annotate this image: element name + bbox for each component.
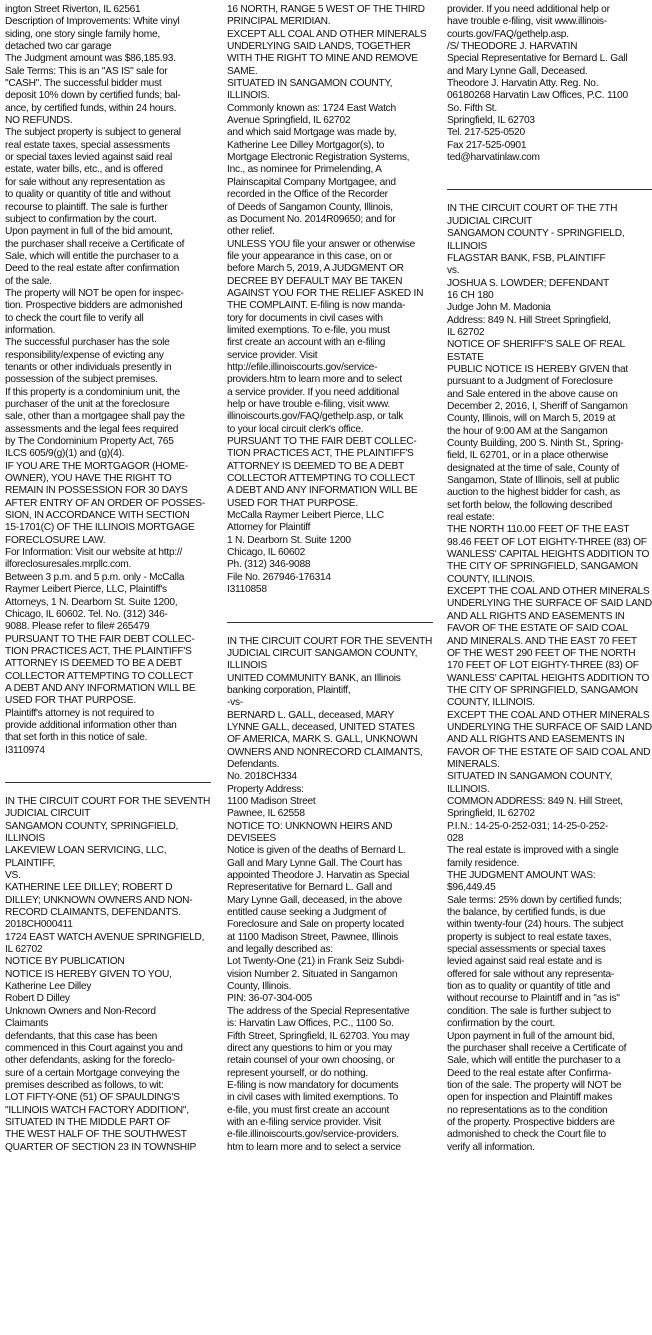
notice-line: THE WEST HALF OF THE SOUTHWEST (5, 1129, 187, 1141)
notice-line: FLAGSTAR BANK, FSB, PLAINTIFF (447, 252, 606, 264)
notice-line: County, Illinois. (227, 981, 292, 993)
notice-line: Plainscapital Company Mortgagee, and (227, 176, 396, 188)
notice-line: UNDERLYING SAID LANDS, TOGETHER (227, 41, 411, 53)
notice-line: banking corporation, Plaintiff, (227, 684, 351, 696)
notice-line: AGAINST YOU FOR THE RELIEF ASKED IN (227, 287, 424, 299)
notice-line: THE COMPLAINT. E-filing is now manda- (227, 300, 406, 312)
notice-line: IF YOU ARE THE MORTGAGOR (HOME- (5, 460, 189, 472)
notice-line: PURSUANT TO THE FAIR DEBT COLLEC- (227, 436, 417, 448)
notice-line: EXCEPT THE COAL AND OTHER MINERALS (447, 709, 650, 721)
notice-line: assessments and the legal fees required (5, 423, 179, 435)
notice-line: detached two car garage (5, 41, 112, 53)
notice-line: County, Illinois, will on March 5, 2019 at (447, 413, 616, 425)
notice-line: Commonly known as: 1724 East Watch (227, 102, 396, 114)
notice-line: EXCEPT THE COAL AND OTHER MINERALS (447, 586, 650, 598)
notice-line: Plaintiff's attorney is not required to (5, 707, 154, 719)
notice-line: sure of a certain Mortgage conveying the (5, 1067, 180, 1079)
notice-line: SAME. (227, 65, 258, 77)
notice-line: TION PRACTICES ACT, THE PLAINTIFF'S (5, 645, 192, 657)
notice-line: e-file, you must first create an account (227, 1104, 390, 1116)
notice-line: auction to the highest bidder for cash, as (447, 487, 620, 499)
notice-line: to check the court file to verify all (5, 312, 144, 324)
notice-line: PURSUANT TO THE FAIR DEBT COLLEC- (5, 633, 195, 645)
notice-line: DILLEY; UNKNOWN OWNERS AND NON- (5, 894, 193, 906)
notice-line: McCalla Raymer Leibert Pierce, LLC (227, 510, 384, 522)
notice-line: UNITED COMMUNITY BANK, an Illinois (227, 672, 401, 684)
notice-line: Fifth Street, Springfield, IL 62703. You may (227, 1030, 410, 1042)
notice-line: COLLECTOR ATTEMPTING TO COLLECT (5, 670, 193, 682)
notice-line: ESTATE (447, 351, 484, 363)
notice-line: Katherine Lee Dilley Mortgagor(s), to (227, 139, 385, 151)
legal-notice (5, 4, 211, 757)
notice-line: OWNERS AND NONRECORD CLAIMANTS, (227, 746, 423, 758)
notice-line: Sale terms: 25% down by certified funds; (447, 894, 622, 906)
notice-line: information. (5, 324, 56, 336)
notice-line: help or have trouble e-filing, visit www. (227, 399, 391, 410)
notice-line: subject to confirmation by the court. (5, 213, 157, 225)
notice-line: Sangamon, State of Illinois, sell at public (447, 475, 620, 487)
notice-line: ILLINOIS. (227, 90, 270, 102)
notice-line: Claimants (5, 1018, 49, 1030)
notice-line: No. 2018CH334 (227, 771, 297, 783)
notice-line: ted@harvatinlaw.com (447, 152, 540, 164)
notice-line: siding, one story single family home, (5, 28, 160, 40)
legal-notice (227, 636, 433, 1154)
notice-line: a service provider. If you need additional (227, 386, 399, 398)
notice-line: $96,449.45 (447, 882, 496, 894)
notice-line: Sale, which will entitle the purchaser to a (5, 250, 179, 262)
notice-line: without recourse to Plaintiff and in "as is" (447, 993, 620, 1005)
notice-line: LOT FIFTY-ONE (51) OF SPAULDING'S (5, 1092, 180, 1104)
notice-line: direct any questions to him or you may (227, 1042, 392, 1054)
notice-line: For Information: Visit our website at http:// (5, 547, 183, 559)
notice-line: IL 62702 (5, 944, 43, 956)
notice-line: REMAIN IN POSSESSION FOR 30 DAYS (5, 485, 188, 497)
notice-line: family residence. (447, 857, 520, 869)
notice-line: before March 5, 2019, A JUDGMENT OR (227, 263, 404, 275)
notice-line: The subject property is subject to general (5, 127, 181, 139)
notice-line: sale, other than a mortgagee shall pay the (5, 411, 185, 423)
notice-line: USED FOR THAT PURPOSE. (227, 497, 358, 509)
notice-line: tory for documents in civil cases with (227, 312, 383, 324)
notice-line: open for inspection and Plaintiff makes (447, 1092, 613, 1104)
notice-divider (447, 189, 652, 190)
notice-line: USED FOR THAT PURPOSE. (5, 695, 136, 707)
notice-line: recourse to plaintiff. The sale is further (5, 201, 168, 213)
notice-line: the purchaser shall receive a Certificate of (5, 238, 185, 250)
notice-line: IN THE CIRCUIT COURT FOR THE SEVENTH (5, 795, 211, 807)
notice-line: condition. The sale is further subject to (447, 1005, 611, 1017)
notice-line: Theodore J. Harvatin Atty. Reg. No. (447, 78, 599, 90)
notice-line: Property Address: (227, 783, 304, 795)
notice-line: TION PRACTICES ACT, THE PLAINTIFF'S (227, 448, 414, 460)
notice-line: admonished to check the Court file to (447, 1129, 606, 1141)
notice-line: File No. 267946-176314 (227, 571, 331, 583)
notice-line: courts.gov/FAQ/gethelp.asp. (447, 28, 569, 40)
notice-line: Inc., as nominee for Primelending, A (227, 164, 382, 176)
notice-line: special assessments or special taxes (447, 944, 606, 956)
notice-line: ILLINOIS. (447, 783, 490, 795)
notice-line: Springfield, IL 62703 (447, 115, 535, 127)
notice-line: The real estate is improved with a single (447, 845, 619, 857)
notice-line: retain counsel of your own choosing, or (227, 1055, 395, 1067)
notice-line: Fax 217-525-0901 (447, 139, 527, 151)
notice-line: THE CITY OF SPRINGFIELD, SANGAMON (447, 684, 638, 696)
notice-spacer (5, 757, 211, 769)
notice-line: QUARTER OF SECTION 23 IN TOWNSHIP (5, 1141, 197, 1153)
notice-line: confirmation by the court. (447, 1018, 555, 1030)
legal-notice (447, 4, 652, 164)
notice-line: possession of the subject premises. (5, 374, 158, 386)
notice-line: property is subject to real estate taxes, (447, 931, 612, 943)
notice-spacer (447, 164, 652, 176)
notice-line: FAVOR OF THE ESTATE OF SAID COAL (447, 623, 628, 635)
notice-line: So. Fifth St. (447, 102, 497, 114)
notice-line: 1 N. Dearborn St. Suite 1200 (227, 534, 351, 546)
notice-line: IL 62702 (447, 326, 485, 338)
notice-line: A DEBT AND ANY INFORMATION WILL BE (227, 485, 418, 497)
notice-line: that set forth in this notice of sale. (5, 732, 148, 744)
notice-line: in civil cases with limited exemptions. To (227, 1092, 399, 1104)
notice-line: Defendants. (227, 758, 280, 770)
notice-line: Attorneys, 1 N. Dearborn St. Suite 1200, (5, 596, 178, 608)
notice-line: NOTICE IS HEREBY GIVEN TO YOU, (5, 968, 172, 980)
notice-line: deposit 10% down by certified funds; bal- (5, 90, 181, 102)
notice-line: Special Representative for Bernard L. Gall (447, 53, 628, 65)
notice-line: and which said Mortgage was made by, (227, 127, 397, 139)
notice-line: tenants or other individuals presently in (5, 361, 172, 373)
notice-line: Ph. (312) 346-9088 (227, 559, 311, 571)
notice-line: I3110858 (227, 584, 267, 596)
notice-line: Chicago, IL 60602 (227, 547, 306, 559)
notice-line: OF AMERICA, MARK S. GALL, UNKNOWN (227, 734, 418, 746)
notice-line: OF THE WEST 290 FEET OF THE NORTH (447, 647, 636, 659)
notice-line: December 2, 2016, I, Sheriff of Sangamon (447, 400, 628, 412)
notice-line: designated at the time of sale, County of (447, 462, 620, 474)
notice-line: tion as to quality or quantity of title and (447, 981, 611, 993)
notice-line: The successful purchaser has the sole (5, 337, 170, 349)
notice-line: UNLESS YOU file your answer or otherwise (227, 238, 415, 250)
notice-line: A DEBT AND ANY INFORMATION WILL BE (5, 682, 196, 694)
notice-line: OWNER), YOU HAVE THE RIGHT TO (5, 473, 172, 485)
notice-line: ILLINOIS (447, 240, 487, 252)
notice-line: LYNNE GALL, deceased, UNITED STATES (227, 721, 415, 733)
notice-line: SANGAMON COUNTY - SPRINGFIELD, (447, 228, 625, 240)
notice-line: Attorney for Plaintiff (227, 522, 311, 534)
notice-line: VS. (5, 870, 21, 882)
notice-line: FAVOR OF THE ESTATE OF SAID COAL AND (447, 746, 651, 758)
notice-line: e-file.illinoiscourts.gov/service-providers. (227, 1129, 399, 1141)
notice-line: levied against said real estate and is (447, 956, 602, 968)
notice-divider (5, 782, 211, 783)
notice-line: Mortgage Electronic Registration Systems, (227, 152, 410, 164)
notice-line: limited exemptions. To e-file, you must (227, 324, 390, 336)
notice-line: -vs- (227, 697, 243, 709)
notice-line: estate, water bills, etc., and is offered (5, 164, 163, 176)
notice-line: NOTICE OF SHERIFF'S SALE OF REAL (447, 339, 625, 351)
notice-spacer (227, 597, 433, 609)
notice-line: 1100 Madison Street (227, 795, 316, 807)
notice-line: Sale, which will entitle the purchaser to a (447, 1055, 621, 1067)
notice-line: KATHERINE LEE DILLEY; ROBERT D (5, 882, 173, 894)
notice-line: "ILLINOIS WATCH FACTORY ADDITION", (5, 1104, 189, 1116)
notice-line: COMMON ADDRESS: 849 N. Hill Street, (447, 795, 623, 807)
notice-line: ATTORNEY IS DEEMED TO BE A DEBT (5, 658, 182, 670)
notice-line: "CASH". The successful bidder must (5, 78, 162, 90)
notice-line: SITUATED IN SANGAMON COUNTY, (447, 771, 613, 783)
notice-line: within twenty-four (24) hours. The subject (447, 919, 624, 931)
notice-line: ILLINOIS (227, 660, 267, 672)
notice-line: purchaser of the unit at the foreclosure (5, 399, 170, 410)
column-1 (5, 4, 211, 1154)
notice-line: ington Street Riverton, IL 62561 (5, 4, 141, 15)
notice-line: The Judgment amount was $86,185.93. (5, 53, 176, 65)
notice-line: Representative for Bernard L. Gall and (227, 882, 392, 894)
notice-line: BERNARD L. GALL, deceased, MARY (227, 709, 395, 721)
notice-line: Deed to the real estate after Confirma- (447, 1067, 612, 1079)
legal-notice (447, 203, 652, 1153)
notice-line: 98.46 FEET OF LOT EIGHTY-THREE (83) OF (447, 536, 647, 548)
notice-line: AND ALL RIGHTS AND EASEMENTS IN (447, 734, 625, 746)
notice-line: RECORD CLAIMANTS, DEFENDANTS. (5, 907, 181, 919)
notice-line: Address: 849 N. Hill Street Springfield, (447, 314, 611, 326)
notice-line: to your local circuit clerk's office. (227, 423, 364, 435)
notice-line: SITUATED IN SANGAMON COUNTY, (227, 78, 393, 90)
notice-line: Chicago, IL 60602. Tel. No. (312) 346- (5, 608, 168, 620)
notice-line: entitled cause seeking a Judgment of (227, 907, 387, 919)
notice-line: appointed Theodore J. Harvatin as Special (227, 870, 410, 882)
notice-line: Mary Lynne Gall, deceased, in the above (227, 894, 403, 906)
notice-line: illinoiscourts.gov/FAQ/gethelp.asp, or talk (227, 411, 404, 423)
notice-line: Description of Improvements: White vinyl (5, 16, 180, 28)
notice-line: WANLESS' CAPITAL HEIGHTS ADDITION TO (447, 672, 650, 684)
notice-line: EXCEPT ALL COAL AND OTHER MINERALS (227, 28, 427, 40)
notice-line: 16 NORTH, RANGE 5 WEST OF THE THIRD (227, 4, 425, 15)
notice-line: FORECLOSURE LAW. (5, 534, 106, 546)
notice-line: 15-1701(C) OF THE ILLINOIS MORTGAGE (5, 522, 195, 534)
notice-line: service provider. Visit (227, 349, 318, 361)
notice-line: offered for sale without any representa- (447, 968, 615, 980)
notice-line: the balance, by certified funds, is due (447, 907, 606, 919)
notice-line: PIN: 36-07-304-005 (227, 993, 312, 1005)
notice-line: Springfield, IL 62702 (447, 808, 535, 820)
notice-line: and Mary Lynne Gall, Deceased. (447, 65, 588, 77)
notice-line: defendants, that this case has been (5, 1030, 158, 1042)
notice-line: The address of the Special Representative (227, 1005, 410, 1017)
notice-line: MINERALS. (447, 758, 500, 770)
notice-line: UNDERLYING THE SURFACE OF SAID LAND (447, 721, 652, 733)
notice-line: is: Harvatin Law Offices, P.C., 1100 So. (227, 1018, 394, 1030)
notice-line: Judge John M. Madonia (447, 302, 551, 314)
notice-line: and legally described as: (227, 944, 333, 956)
notice-line: 1724 EAST WATCH AVENUE SPRINGFIELD, (5, 931, 205, 943)
notice-line: JUDICIAL CIRCUIT (5, 808, 91, 820)
notice-line: Raymer Leibert Pierce, LLC, Plaintiff's (5, 584, 167, 596)
notice-line: COUNTY, ILLINOIS. (447, 697, 535, 709)
notice-line: the purchaser shall receive a Certificate of (447, 1042, 627, 1054)
notice-line: SANGAMON COUNTY, SPRINGFIELD, (5, 820, 179, 832)
notice-line: for sale without any representation as (5, 176, 165, 188)
notice-line: have trouble e-filing, visit www.illinois- (447, 16, 607, 28)
column-3 (447, 4, 652, 1154)
notice-line: first create an account with an e-filing (227, 337, 386, 349)
notice-line: E-filing is now mandatory for documents (227, 1079, 399, 1091)
notice-line: 028 (447, 833, 464, 844)
notice-line: verify all information. (447, 1141, 535, 1153)
notice-line: 9088. Please refer to file# 265479 (5, 621, 150, 633)
notice-line: or special taxes levied against said real (5, 152, 172, 164)
notice-line: Unknown Owners and Non-Record (5, 1005, 156, 1017)
notice-line: PLAINTIFF, (5, 857, 56, 869)
notice-line: PRINCIPAL MERIDIAN. (227, 16, 331, 28)
notice-line: NO REFUNDS. (5, 115, 73, 127)
notice-line: JOSHUA S. LOWDER; DEFENDANT (447, 277, 609, 289)
notice-line: WITH THE RIGHT TO MINE AND REMOVE (227, 53, 418, 65)
notice-line: UNDERLYING THE SURFACE OF SAID LAND (447, 598, 652, 610)
notice-line: Katherine Lee Dilley (5, 981, 92, 993)
notice-line: to quality or quantity of title and without (5, 189, 171, 201)
notice-line: NOTICE TO: UNKNOWN HEIRS AND (227, 820, 393, 832)
notice-line: real estate taxes, special assessments (5, 139, 170, 151)
notice-line: AND ALL RIGHTS AND EASEMENTS IN (447, 610, 625, 622)
notice-line: commenced in this Court against you and (5, 1042, 183, 1054)
notice-line: SION, IN ACCORDANCE WITH SECTION (5, 510, 190, 522)
notice-line: Lot Twenty-One (21) in Frank Seiz Subdi- (227, 956, 405, 968)
notice-line: ilforeclosuresales.mrpllc.com. (5, 559, 132, 571)
notice-line: Tel. 217-525-0520 (447, 127, 525, 139)
notice-line: tion. Prospective bidders are admonished (5, 300, 183, 312)
notice-line: AND MINERALS. AND THE EAST 70 FEET (447, 635, 637, 647)
notice-line: as Document No. 2014R09650; and for (227, 213, 396, 225)
notice-line: provide additional information other than (5, 719, 177, 731)
notice-line: htm to learn more and to select a service (227, 1141, 401, 1153)
notice-line: ILCS 605/9(g)(1) and (g)(4). (5, 448, 125, 460)
notice-line: COLLECTOR ATTEMPTING TO COLLECT (227, 473, 415, 485)
notice-line: Upon payment in full of the amount bid, (447, 1030, 615, 1042)
notice-line: WANLESS' CAPITAL HEIGHTS ADDITION TO (447, 549, 650, 561)
notice-line: vision Number 2. Situated in Sangamon (227, 968, 398, 980)
notice-line: by The Condominium Property Act, 765 (5, 436, 174, 448)
notice-line: COUNTY, ILLINOIS. (447, 573, 535, 585)
notice-line: Foreclosure and Sale on property located (227, 919, 404, 931)
notice-line: http://efile.illinoiscourts.gov/service- (227, 361, 378, 373)
notice-line: SITUATED IN THE MIDDLE PART OF (5, 1116, 171, 1128)
notice-line: set forth below, the following described (447, 499, 612, 511)
notice-line: NOTICE BY PUBLICATION (5, 956, 125, 968)
notice-line: LAKEVIEW LOAN SERVICING, LLC, (5, 845, 167, 857)
notice-line: no representations as to the condition (447, 1104, 608, 1116)
notice-line: and Sale entered in the above cause on (447, 388, 618, 400)
notice-line: tion of the sale. The property will NOT be (447, 1079, 622, 1091)
notice-line: field, IL 62701, or in a place otherwise (447, 450, 609, 462)
notice-line: Robert D Dilley (5, 993, 70, 1005)
notice-line: with an e-filing service provider. Visit (227, 1116, 382, 1128)
notice-line: I3110974 (5, 744, 45, 756)
notice-line: AFTER ENTRY OF AN ORDER OF POSSES- (5, 497, 205, 509)
notice-line: /S/ THEODORE J. HARVATIN (447, 41, 578, 53)
notice-line: DEVISEES (227, 833, 276, 844)
notice-line: vs. (447, 265, 460, 277)
notice-line: THE NORTH 110.00 FEET OF THE EAST (447, 524, 630, 536)
notice-line: premises described as follows, to wit: (5, 1079, 164, 1091)
notice-line: file your appearance in this case, on or (227, 250, 392, 262)
notice-line: THE CITY OF SPRINGFIELD, SANGAMON (447, 561, 638, 573)
notice-line: THE JUDGMENT AMOUNT WAS: (447, 870, 596, 882)
notice-line: P.I.N.: 14-25-0-252-031; 14-25-0-252- (447, 820, 609, 832)
notice-line: Deed to the real estate after confirmation (5, 263, 180, 275)
notice-line: JUDICIAL CIRCUIT (447, 215, 533, 227)
notice-line: at 1100 Madison Street, Pawnee, Illinois (227, 931, 399, 943)
notice-line: ILLINOIS (5, 833, 45, 844)
notice-line: 16 CH 180 (447, 289, 494, 301)
notice-line: PUBLIC NOTICE IS HEREBY GIVEN that (447, 363, 628, 375)
notice-line: Avenue Springfield, IL 62702 (227, 115, 351, 127)
legal-notice (227, 4, 433, 597)
notice-line: provider. If you need additional help or (447, 4, 610, 15)
column-2 (227, 4, 433, 1154)
notice-line: Pawnee, IL 62558 (227, 808, 305, 820)
notice-divider (227, 622, 433, 623)
notice-line: Sale Terms: This is an "AS IS" sale for (5, 65, 168, 77)
notice-line: represent yourself, or do nothing. (227, 1067, 369, 1079)
notice-line: other relief. (227, 226, 275, 238)
notice-line: Between 3 p.m. and 5 p.m. only - McCalla (5, 571, 185, 583)
notice-line: of the property. Prospective bidders are (447, 1116, 615, 1128)
notice-line: of Deeds of Sangamon County, Illinois, (227, 201, 393, 213)
notice-line: JUDICIAL CIRCUIT SANGAMON COUNTY, (227, 647, 418, 659)
notice-line: other defendants, asking for the foreclo- (5, 1055, 175, 1067)
notice-line: of the sale. (5, 275, 52, 287)
notice-line: IN THE CIRCUIT COURT FOR THE SEVENTH (227, 635, 433, 647)
notice-line: the hour of 9:00 AM at the Sangamon (447, 425, 608, 437)
notice-line: recorded in the Office of the Recorder (227, 189, 388, 201)
notice-line: 2018CH000411 (5, 919, 73, 931)
notice-line: providers.htm to learn more and to select (227, 374, 402, 386)
notice-line: If this property is a condominium unit, the (5, 386, 180, 398)
notice-line: The property will NOT be open for inspec- (5, 287, 184, 299)
notice-line: real estate: (447, 512, 495, 524)
notice-line: Gall and Mary Lynne Gall. The Court has (227, 857, 402, 869)
notice-line: ance, by certified funds, within 24 hours. (5, 102, 177, 114)
notice-line: Notice is given of the deaths of Bernard L. (227, 845, 406, 857)
notice-line: IN THE CIRCUIT COURT OF THE 7TH (447, 203, 618, 215)
legal-notice (5, 796, 211, 1154)
notice-line: 170 FEET OF LOT EIGHTY-THREE (83) OF (447, 660, 639, 672)
notice-line: Upon payment in full of the bid amount, (5, 226, 173, 238)
notice-line: pursuant to a Judgment of Foreclosure (447, 376, 613, 388)
notice-line: County Building, 200 S. Ninth St., Spring- (447, 438, 624, 449)
notice-line: 06180268 Harvatin Law Offices, P.C. 1100 (447, 90, 628, 102)
notice-line: ATTORNEY IS DEEMED TO BE A DEBT (227, 460, 404, 472)
notice-line: responsibility/expense of evicting any (5, 349, 164, 361)
notice-line: DECREE BY DEFAULT MAY BE TAKEN (227, 275, 403, 287)
